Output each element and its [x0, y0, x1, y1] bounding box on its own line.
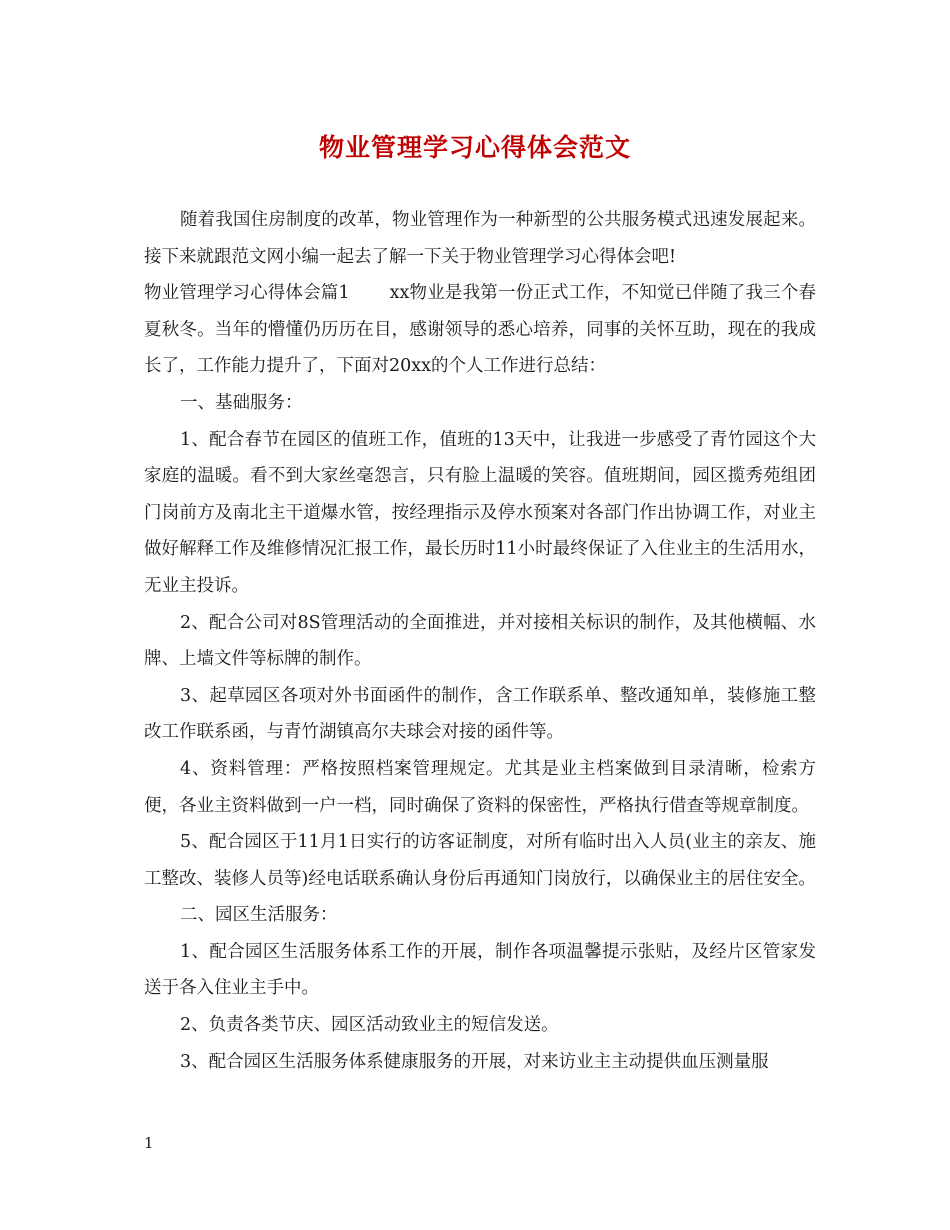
body-paragraph: 4、资料管理：严格按照档案管理规定。尤其是业主档案做到目录清晰，检索方便，各业主资料做到一户一档，同时确保了资料的保密性，严格执行借查等规章制度。: [144, 758, 816, 816]
body-paragraph: 二、园区生活服务：: [180, 905, 338, 926]
body-paragraph: 3、配合园区生活服务体系健康服务的开展，对来访业主主动提供血压测量服: [180, 1051, 769, 1072]
body-paragraph: 一、基础服务：: [180, 392, 303, 413]
document-title: 物业管理学习心得体会范文: [318, 133, 631, 162]
page-number: 1: [144, 1134, 154, 1152]
intro-paragraph: 随着我国住房制度的改革，物业管理作为一种新型的公共服务模式迅速发展起来。接下来就跟范文网小编一起去了解一下关于物业管理学习心得体会吧!: [144, 210, 816, 267]
body-paragraph: 2、负责各类节庆、园区活动致业主的短信发送。: [180, 1015, 559, 1036]
section-heading-paragraph: [144, 275, 816, 385]
body-paragraph: 1、配合园区生活服务体系工作的开展，制作各项温馨提示张贴，及经片区管家发送于各入住业主手中。: [144, 941, 816, 999]
section-label: 物业管理学习心得体会篇1: [144, 283, 350, 304]
body-paragraph: 5、配合园区于11月1日实行的访客证制度，对所有临时出入人员(业主的亲友、施工整改、装修人员等)经电话联系确认身份后再通知门岗放行，以确保业主的居住安全。: [144, 832, 816, 889]
section-first-text: xx物业是我第一份正式工作，不知觉已伴随了我三个春夏秋冬。当年的懵懂仍历历在目，感谢领导的悉心培养，同事的关怀互助，现在的我成长了，工作能力提升了，下面对20xx的个人工作进行总结：: [144, 283, 816, 377]
body-paragraph: 1、配合春节在园区的值班工作，值班的13天中，让我进一步感受了青竹园这个大家庭的温暖。看不到大家丝毫怨言，只有脸上温暖的笑容。值班期间，园区揽秀苑组团门岗前方及南北主干道爆水管，按经理指示及停水预案对各部门作出协调工作，对业主做好解释工作及维修情况汇报工作，最长历时11小时最终保证了入住业主的生活用水，无业主投诉。: [144, 429, 816, 596]
body-paragraph: 3、起草园区各项对外书面函件的制作，含工作联系单、整改通知单，装修施工整改工作联系函，与青竹湖镇高尔夫球会对接的函件等。: [144, 685, 816, 743]
body-paragraph: 2、配合公司对8S管理活动的全面推进，并对接相关标识的制作，及其他横幅、水牌、上墙文件等标牌的制作。: [144, 612, 816, 670]
document-body: [144, 202, 816, 1080]
